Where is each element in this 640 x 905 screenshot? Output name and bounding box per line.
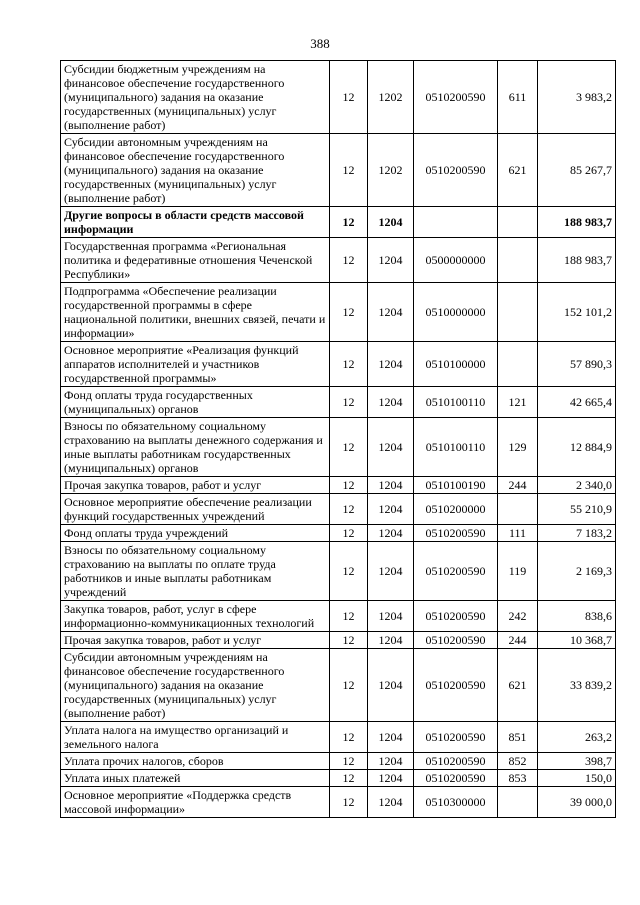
table-row xyxy=(61,770,616,787)
row-name-cell: Взносы по обязательному социальному страхованию на выплаты по оплате труда работников и иные выплаты работникам учреждений xyxy=(61,542,330,601)
row-expense-type-cell: 129 xyxy=(498,418,538,477)
row-expense-type-cell: 852 xyxy=(498,753,538,770)
row-target-article-cell: 0510200590 xyxy=(414,542,498,601)
table-row xyxy=(61,542,616,601)
row-target-article-cell xyxy=(414,207,498,238)
row-expense-type-cell: 111 xyxy=(498,525,538,542)
row-name-cell: Фонд оплаты труда государственных (муниципальных) органов xyxy=(61,387,330,418)
table-row xyxy=(61,418,616,477)
row-subsection-cell: 1204 xyxy=(368,477,414,494)
budget-table xyxy=(60,60,616,818)
table-row xyxy=(61,238,616,283)
row-subsection-cell: 1204 xyxy=(368,342,414,387)
table-row xyxy=(61,649,616,722)
row-amount-cell: 398,7 xyxy=(538,753,616,770)
row-section-cell: 12 xyxy=(330,770,368,787)
row-section-cell: 12 xyxy=(330,387,368,418)
row-expense-type-cell: 119 xyxy=(498,542,538,601)
row-subsection-cell: 1202 xyxy=(368,61,414,134)
row-target-article-cell: 0500000000 xyxy=(414,238,498,283)
row-amount-cell: 57 890,3 xyxy=(538,342,616,387)
row-amount-cell: 188 983,7 xyxy=(538,238,616,283)
row-expense-type-cell: 244 xyxy=(498,632,538,649)
row-subsection-cell: 1202 xyxy=(368,134,414,207)
row-amount-cell: 838,6 xyxy=(538,601,616,632)
row-target-article-cell: 0510200590 xyxy=(414,632,498,649)
row-subsection-cell: 1204 xyxy=(368,770,414,787)
row-expense-type-cell xyxy=(498,494,538,525)
table-row xyxy=(61,494,616,525)
row-name-cell: Подпрограмма «Обеспечение реализации государственной программы в сфере национальной политики, внешних связей, печати и информации» xyxy=(61,283,330,342)
row-amount-cell: 188 983,7 xyxy=(538,207,616,238)
table-row xyxy=(61,722,616,753)
row-expense-type-cell: 611 xyxy=(498,61,538,134)
row-target-article-cell: 0510300000 xyxy=(414,787,498,818)
row-target-article-cell: 0510200590 xyxy=(414,601,498,632)
row-expense-type-cell xyxy=(498,342,538,387)
row-section-cell: 12 xyxy=(330,418,368,477)
row-name-cell: Субсидии бюджетным учреждениям на финансовое обеспечение государственного (муниципального) задания на оказание государственных (муниципальных) услуг (выполнение работ) xyxy=(61,61,330,134)
row-expense-type-cell: 121 xyxy=(498,387,538,418)
table-body xyxy=(61,61,616,818)
row-name-cell: Уплата налога на имущество организаций и земельного налога xyxy=(61,722,330,753)
row-expense-type-cell: 621 xyxy=(498,134,538,207)
row-amount-cell: 10 368,7 xyxy=(538,632,616,649)
row-section-cell: 12 xyxy=(330,542,368,601)
row-target-article-cell: 0510200590 xyxy=(414,134,498,207)
row-section-cell: 12 xyxy=(330,207,368,238)
row-expense-type-cell xyxy=(498,207,538,238)
table-row xyxy=(61,61,616,134)
row-expense-type-cell xyxy=(498,238,538,283)
row-subsection-cell: 1204 xyxy=(368,601,414,632)
table-row xyxy=(61,525,616,542)
row-expense-type-cell: 244 xyxy=(498,477,538,494)
row-target-article-cell: 0510200590 xyxy=(414,61,498,134)
row-subsection-cell: 1204 xyxy=(368,753,414,770)
row-amount-cell: 7 183,2 xyxy=(538,525,616,542)
row-subsection-cell: 1204 xyxy=(368,283,414,342)
page-number: 388 xyxy=(310,36,330,51)
row-amount-cell: 33 839,2 xyxy=(538,649,616,722)
row-subsection-cell: 1204 xyxy=(368,722,414,753)
row-section-cell: 12 xyxy=(330,601,368,632)
table-row xyxy=(61,477,616,494)
row-name-cell: Уплата прочих налогов, сборов xyxy=(61,753,330,770)
table-row xyxy=(61,342,616,387)
row-section-cell: 12 xyxy=(330,722,368,753)
row-subsection-cell: 1204 xyxy=(368,387,414,418)
row-subsection-cell: 1204 xyxy=(368,649,414,722)
row-amount-cell: 2 340,0 xyxy=(538,477,616,494)
row-section-cell: 12 xyxy=(330,787,368,818)
row-target-article-cell: 0510200590 xyxy=(414,753,498,770)
row-expense-type-cell: 851 xyxy=(498,722,538,753)
row-target-article-cell: 0510200590 xyxy=(414,525,498,542)
row-subsection-cell: 1204 xyxy=(368,494,414,525)
row-section-cell: 12 xyxy=(330,525,368,542)
row-name-cell: Государственная программа «Региональная политика и федеративные отношения Чеченской Республики» xyxy=(61,238,330,283)
row-amount-cell: 12 884,9 xyxy=(538,418,616,477)
table-row xyxy=(61,787,616,818)
row-subsection-cell: 1204 xyxy=(368,207,414,238)
row-subsection-cell: 1204 xyxy=(368,632,414,649)
row-target-article-cell: 0510100110 xyxy=(414,387,498,418)
row-expense-type-cell xyxy=(498,283,538,342)
row-amount-cell: 2 169,3 xyxy=(538,542,616,601)
row-subsection-cell: 1204 xyxy=(368,525,414,542)
row-section-cell: 12 xyxy=(330,283,368,342)
row-section-cell: 12 xyxy=(330,477,368,494)
row-name-cell: Взносы по обязательному социальному страхованию на выплаты денежного содержания и иные выплаты работникам государственных (муниципальных) органов xyxy=(61,418,330,477)
row-target-article-cell: 0510200590 xyxy=(414,770,498,787)
row-name-cell: Субсидии автономным учреждениям на финансовое обеспечение государственного (муниципального) задания на оказание государственных (муниципальных) услуг (выполнение работ) xyxy=(61,134,330,207)
row-amount-cell: 150,0 xyxy=(538,770,616,787)
row-name-cell: Основное мероприятие «Реализация функций аппаратов исполнителей и участников государственной программы» xyxy=(61,342,330,387)
row-target-article-cell: 0510200590 xyxy=(414,722,498,753)
table-row xyxy=(61,632,616,649)
row-amount-cell: 152 101,2 xyxy=(538,283,616,342)
row-name-cell: Другие вопросы в области средств массовой информации xyxy=(61,207,330,238)
row-section-cell: 12 xyxy=(330,753,368,770)
row-target-article-cell: 0510200000 xyxy=(414,494,498,525)
row-target-article-cell: 0510000000 xyxy=(414,283,498,342)
row-section-cell: 12 xyxy=(330,632,368,649)
row-section-cell: 12 xyxy=(330,134,368,207)
table-row xyxy=(61,207,616,238)
row-amount-cell: 55 210,9 xyxy=(538,494,616,525)
row-expense-type-cell: 242 xyxy=(498,601,538,632)
row-target-article-cell: 0510200590 xyxy=(414,649,498,722)
row-expense-type-cell: 621 xyxy=(498,649,538,722)
table-row xyxy=(61,283,616,342)
row-section-cell: 12 xyxy=(330,342,368,387)
row-section-cell: 12 xyxy=(330,494,368,525)
row-name-cell: Фонд оплаты труда учреждений xyxy=(61,525,330,542)
table-row xyxy=(61,601,616,632)
row-amount-cell: 85 267,7 xyxy=(538,134,616,207)
table-row xyxy=(61,387,616,418)
row-amount-cell: 42 665,4 xyxy=(538,387,616,418)
row-amount-cell: 3 983,2 xyxy=(538,61,616,134)
row-name-cell: Уплата иных платежей xyxy=(61,770,330,787)
row-amount-cell: 263,2 xyxy=(538,722,616,753)
row-section-cell: 12 xyxy=(330,61,368,134)
row-subsection-cell: 1204 xyxy=(368,787,414,818)
row-subsection-cell: 1204 xyxy=(368,238,414,283)
row-amount-cell: 39 000,0 xyxy=(538,787,616,818)
row-section-cell: 12 xyxy=(330,238,368,283)
row-subsection-cell: 1204 xyxy=(368,418,414,477)
row-name-cell: Основное мероприятие «Поддержка средств массовой информации» xyxy=(61,787,330,818)
row-name-cell: Прочая закупка товаров, работ и услуг xyxy=(61,477,330,494)
row-name-cell: Основное мероприятие обеспечение реализации функций государственных учреждений xyxy=(61,494,330,525)
row-target-article-cell: 0510100190 xyxy=(414,477,498,494)
row-name-cell: Субсидии автономным учреждениям на финансовое обеспечение государственного (муниципального) задания на оказание государственных (муниципальных) услуг (выполнение работ) xyxy=(61,649,330,722)
table-row xyxy=(61,134,616,207)
row-target-article-cell: 0510100110 xyxy=(414,418,498,477)
row-target-article-cell: 0510100000 xyxy=(414,342,498,387)
table-row xyxy=(61,753,616,770)
row-section-cell: 12 xyxy=(330,649,368,722)
row-name-cell: Закупка товаров, работ, услуг в сфере информационно-коммуникационных технологий xyxy=(61,601,330,632)
row-expense-type-cell xyxy=(498,787,538,818)
row-expense-type-cell: 853 xyxy=(498,770,538,787)
row-name-cell: Прочая закупка товаров, работ и услуг xyxy=(61,632,330,649)
row-subsection-cell: 1204 xyxy=(368,542,414,601)
